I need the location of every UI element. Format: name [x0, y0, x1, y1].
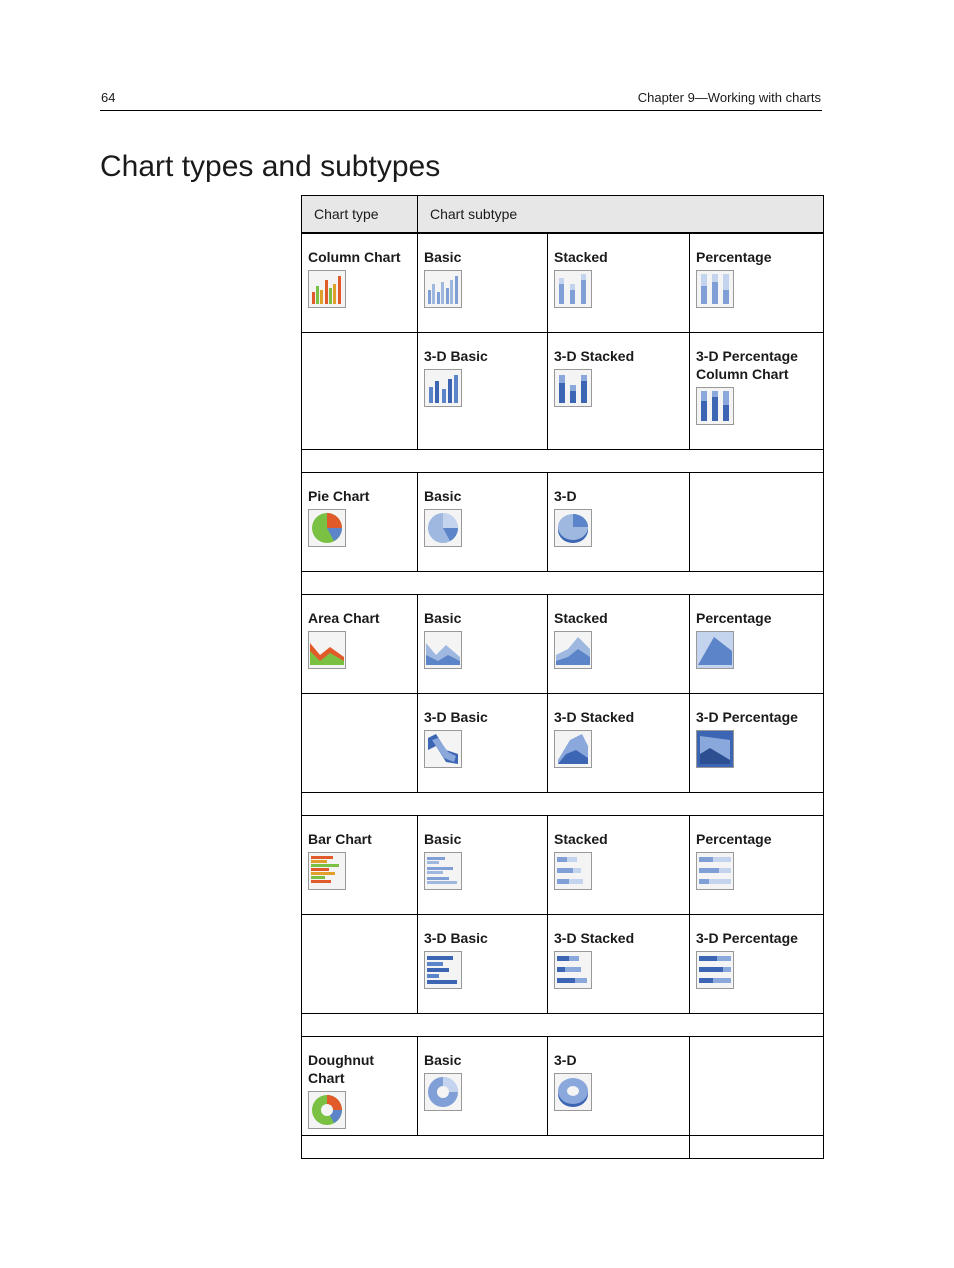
subtype-label: Percentage: [696, 249, 772, 265]
header-chart-type: Chart type: [302, 196, 418, 234]
column-3d-basic-icon: [424, 369, 462, 407]
bar-stacked-icon: [554, 852, 592, 890]
subtype-label: 3-D Percentage: [696, 930, 798, 946]
column-stacked-icon: [554, 270, 592, 308]
area-percentage-icon: [696, 631, 734, 669]
subtype-label: 3-D Percentage: [696, 348, 798, 364]
chart-type-label: Doughnut Chart: [308, 1052, 375, 1086]
area-chart-icon: [308, 631, 346, 669]
subtype-label: Percentage: [696, 831, 772, 847]
chart-type-label: Column Chart: [308, 249, 401, 265]
chart-type-label: Pie Chart: [308, 488, 370, 504]
column-3d-percentage-icon: [696, 387, 734, 425]
doughnut-basic-icon: [424, 1073, 462, 1111]
area-3d-percentage-icon: [696, 730, 734, 768]
subtype-label: 3-D Basic: [424, 709, 488, 725]
subtype-label: 3-D Percentage: [696, 709, 798, 725]
area-3d-stacked-icon: [554, 730, 592, 768]
table-row: [302, 595, 824, 694]
table-row: [302, 816, 824, 915]
page-number: 64: [101, 90, 116, 105]
subtype-label: Basic: [424, 488, 462, 504]
doughnut-chart-icon: [308, 1091, 346, 1129]
subtype-label: Basic: [424, 249, 462, 265]
bar-percentage-icon: [696, 852, 734, 890]
bar-3d-stacked-icon: [554, 951, 592, 989]
table-row: [302, 1136, 824, 1159]
bar-3d-percentage-icon: [696, 951, 734, 989]
column-basic-icon: [424, 270, 462, 308]
column-3d-stacked-icon: [554, 369, 592, 407]
table-row: [302, 333, 824, 450]
subtype-label: 3-D: [554, 488, 577, 504]
subtype-label: Stacked: [554, 610, 608, 626]
table-row: [302, 572, 824, 595]
subtype-label: 3-D Stacked: [554, 930, 635, 946]
area-3d-basic-icon: [424, 730, 462, 768]
subtype-label: 3-D Stacked: [554, 348, 635, 364]
column-chart-icon: [308, 270, 346, 308]
subtype-label: Percentage: [696, 610, 772, 626]
subtype-label: Stacked: [554, 831, 608, 847]
chart-type-label: Area Chart: [308, 610, 380, 626]
pie-chart-icon: [308, 509, 346, 547]
header-rule: [100, 110, 822, 111]
table-row: [302, 233, 824, 333]
table-row: [302, 793, 824, 816]
subtype-label: Basic: [424, 831, 462, 847]
subtype-label: Stacked: [554, 249, 608, 265]
chart-types-table: [301, 195, 824, 1159]
table-row: [302, 915, 824, 1014]
bar-basic-icon: [424, 852, 462, 890]
table-row: [302, 450, 824, 473]
page-title: Chart types and subtypes: [100, 150, 441, 183]
subtype-label: 3-D Basic: [424, 930, 488, 946]
bar-3d-basic-icon: [424, 951, 462, 989]
running-head: Chapter 9—Working with charts: [637, 90, 821, 105]
subtype-label: 3-D: [554, 1052, 577, 1068]
header-chart-subtype: Chart subtype: [418, 196, 824, 234]
pie-3d-icon: [554, 509, 592, 547]
table-row: [302, 694, 824, 793]
area-stacked-icon: [554, 631, 592, 669]
area-basic-icon: [424, 631, 462, 669]
doughnut-3d-icon: [554, 1073, 592, 1111]
table-row: [302, 473, 824, 572]
subtype-label: 3-D Basic: [424, 348, 488, 364]
bar-chart-icon: [308, 852, 346, 890]
table-row: [302, 1037, 824, 1136]
subtype-label: Column Chart: [696, 366, 789, 382]
column-percentage-icon: [696, 270, 734, 308]
subtype-label: Basic: [424, 1052, 462, 1068]
subtype-label: 3-D Stacked: [554, 709, 635, 725]
table-row: [302, 1014, 824, 1037]
chart-type-label: Bar Chart: [308, 831, 372, 847]
subtype-label: Basic: [424, 610, 462, 626]
pie-basic-icon: [424, 509, 462, 547]
